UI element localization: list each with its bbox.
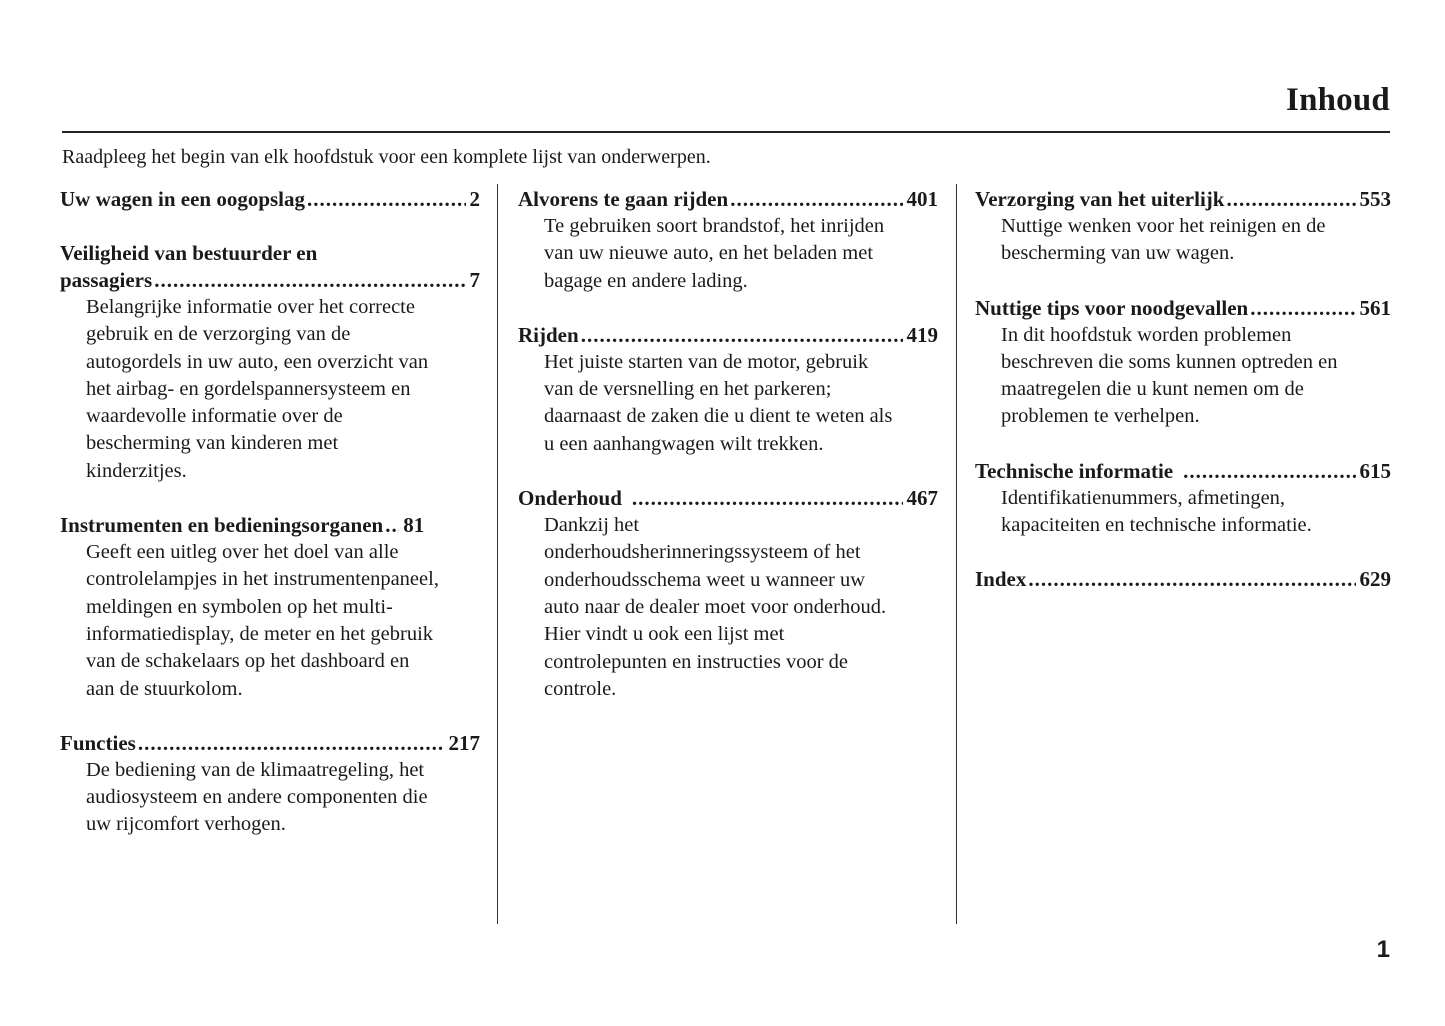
toc-entry-instrumenten[interactable] (60, 512, 480, 703)
toc-entry-title[interactable]: passagiers (60, 268, 153, 292)
toc-entry-title[interactable]: Uw wagen in een oogopslag (60, 187, 306, 211)
toc-entry-page[interactable]: 7 (469, 268, 480, 292)
toc-entry-description: Dankzij het onderhoudsherinneringssysteem of het onderhoudsschema weet u wanneer uw auto naar de dealer moet voor onderhoud. Hier vindt u ook een lijst met controlepunten en instructies voor de controle. (544, 514, 887, 700)
toc-entry-description: Nuttige wenken voor het reinigen en de bescherming van uw wagen. (1001, 215, 1326, 265)
toc-entry-alvorens[interactable] (518, 186, 938, 295)
dot-leader (730, 186, 902, 213)
dot-leader (1250, 295, 1355, 322)
title-divider (62, 131, 1390, 133)
toc-entry-page[interactable]: 615 (1359, 458, 1391, 483)
dot-leader (581, 322, 903, 349)
toc-entry-verzorging[interactable] (975, 186, 1391, 268)
toc-entry-description: Te gebruiken soort brandstof, het inrijden van uw nieuwe auto, en het beladen met bagage en andere lading. (544, 215, 885, 292)
toc-entry-onderhoud[interactable] (518, 485, 938, 703)
toc-entry-page[interactable]: 629 (1359, 567, 1391, 592)
toc-entry-description: Het juiste starten van de motor, gebruik van de versnelling en het parkeren; daarnaast de zaken die u dient te weten als u een aanhangwagen wilt trekken. (544, 350, 893, 455)
toc-entry-page[interactable]: 467 (906, 486, 938, 511)
toc-entry-description: Geeft een uitleg over het doel van alle controlelampjes in het instrumentenpaneel, meldingen en symbolen op het multi- informatiedisplay, de meter en het gebruik van de schakelaars op het dashboard en aan de stuurkolom. (86, 541, 439, 700)
intro-text: Raadpleeg het begin van elk hoofdstuk voor een komplete lijst van onderwerpen. (62, 146, 711, 168)
dot-leader (632, 485, 903, 512)
toc-entry-page[interactable]: 81 (403, 513, 425, 538)
toc-entry-rijden[interactable] (518, 322, 938, 458)
dot-leader (154, 267, 465, 294)
toc-column-3 (975, 186, 1391, 620)
toc-entry-title[interactable]: Onderhoud (518, 486, 622, 511)
column-divider (956, 184, 957, 924)
dot-leader (138, 730, 445, 757)
toc-entry-description: In dit hoofdstuk worden problemen beschreven die soms kunnen optreden en maatregelen die u kunt nemen om de problemen te verhelpen. (1001, 323, 1338, 428)
toc-entry-page[interactable]: 419 (906, 322, 938, 347)
toc-entry-title[interactable]: Index (975, 567, 1027, 592)
toc-entry-title[interactable]: Instrumenten en bedieningsorganen (60, 513, 384, 538)
toc-entry-nuttige-tips[interactable] (975, 295, 1391, 431)
toc-entry-title[interactable]: Nuttige tips voor noodgevallen (975, 295, 1249, 320)
toc-entry-index[interactable] (975, 566, 1391, 593)
toc-column-1 (60, 186, 480, 866)
toc-entry-title[interactable]: Functies (60, 730, 136, 755)
page-title: Inhoud (1286, 82, 1390, 118)
toc-entry-technische[interactable] (975, 458, 1391, 540)
toc-entry-description: Identifikatienummers, afmetingen, kapaciteiten en technische informatie. (1001, 486, 1312, 537)
dot-leader (1183, 458, 1355, 485)
toc-entry-page[interactable]: 561 (1359, 295, 1391, 320)
toc-entry-veiligheid[interactable] (60, 240, 480, 485)
toc-entry-title[interactable]: Alvorens te gaan rijden (518, 187, 729, 211)
toc-entry-title[interactable]: Rijden (518, 322, 579, 347)
dot-leader (307, 186, 465, 213)
toc-entry-page[interactable]: 401 (906, 187, 938, 211)
dot-leader (1226, 186, 1355, 213)
toc-entry-title[interactable]: Verzorging van het uiterlijk (975, 187, 1225, 211)
page-number: 1 (1376, 936, 1390, 963)
toc-entry-functies[interactable] (60, 730, 480, 839)
toc-entry-page[interactable]: 553 (1359, 187, 1391, 211)
toc-entry-page[interactable]: 2 (469, 187, 480, 211)
toc-entry-title[interactable]: Technische informatie (975, 458, 1174, 483)
toc-entry-description: De bediening van de klimaatregeling, het audiosysteem en andere componenten die uw rijcomfort verhogen. (86, 758, 428, 836)
toc-entry-title-line1[interactable]: Veiligheid van bestuurder en (60, 241, 318, 265)
toc-entry-description: Belangrijke informatie over het correcte gebruik en de verzorging van de autogordels in uw auto, een overzicht van het airbag- en gordelspannersysteem en waardevolle informatie over de bescherming van kinderen met kinderzitjes. (86, 296, 429, 482)
dot-leader (385, 512, 399, 539)
dot-leader (1028, 566, 1355, 593)
toc-entry-uw-wagen[interactable] (60, 186, 480, 213)
toc-entry-page[interactable]: 217 (448, 730, 480, 755)
column-divider (497, 184, 498, 924)
toc-column-2 (518, 186, 938, 730)
